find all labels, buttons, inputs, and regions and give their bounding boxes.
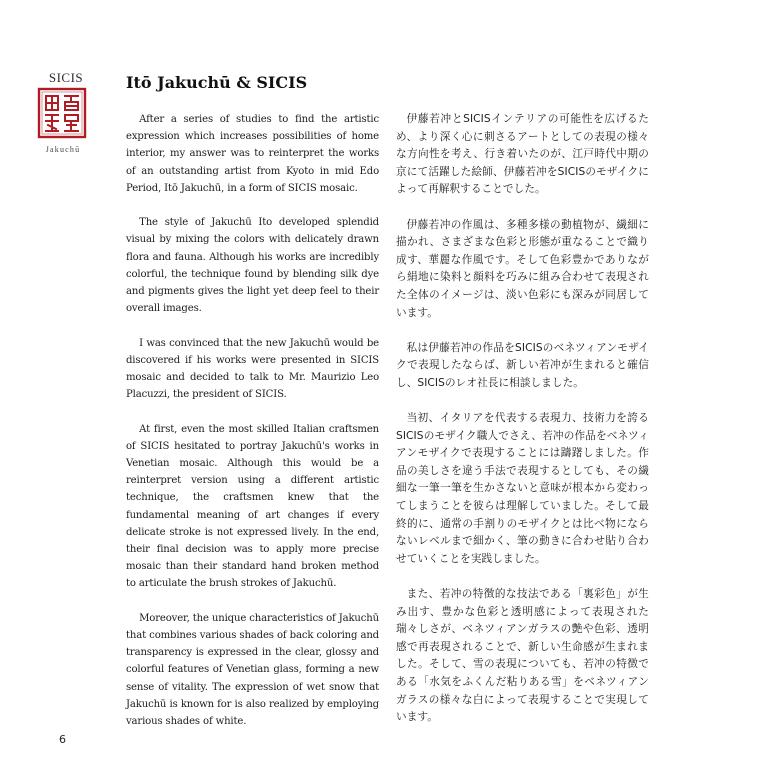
page-number: 6 xyxy=(59,733,66,746)
english-paragraph: The style of Jakuchū Ito developed splendid visual by mixing the colors with delicately drawn flora and fauna. Although his works are incredibly colorful, the technique found by blending silk dye and pigments gives the light yet deep feel to their overall images. xyxy=(126,217,379,315)
page-title: Itō Jakuchū & SICIS xyxy=(126,73,308,92)
japanese-paragraph: また、若冲の特徴的な技法である「裏彩色」が生み出す、豊かな色彩と透明感によって表現された瑞々しさが、ベネツィアンガラスの艶や色彩、透明感で再表現されることで、新しい生命感が生まれました。そして、雪の表現についても、若冲の特徴である「水気をふくんだ粘りある雪」をベネツィアンガラスの様々な白によって表現することで実現しています。 xyxy=(396,588,649,724)
jakuchu-seal-icon xyxy=(37,87,87,139)
english-column xyxy=(126,111,379,747)
english-paragraph: At first, even the most skilled Italian craftsmen of SICIS hesitated to portray Jakuchū's works in Venetian mosaic. Although this would be a reinterpret version using a different artistic technique, the craftsmen knew that the fundamental meaning of art changes if every delicate stroke is not expressed lively. In the end, their final decision was to apply more precise mosaic than their standard hand broken method to articulate the brush strokes of Jakuchū. xyxy=(126,423,379,590)
japanese-paragraph: 当初、イタリアを代表する表現力、技術力を誇るSICISのモザイク職人でさえ、若冲の作品をベネツィアンモザイクで表現することには躊躇しました。作品の美しさを違う手法で表現するとしても、その繊細な一筆一筆を生かさないと意味が根本から変わってしまうことを彼らは理解していました。そして最終的に、通常の手割りのモザイクとは比べ物にならないレベルまで細かく、筆の動きに合わせ貼り合わせていくことを実践しました。 xyxy=(396,412,649,565)
english-paragraph: After a series of studies to find the artistic expression which increases possibilities of home interior, my answer was to reinterpret the works of an outstanding artist from Kyoto in mid Edo Period, Itō Jakuchū, in a form of SICIS mosaic. xyxy=(126,114,379,194)
seal-caption: Jakuchū xyxy=(45,145,81,154)
japanese-paragraph: 伊藤若冲とSICISインテリアの可能性を広げるため、より深く心に刺さるアートとしての表現の様々な方向性を考え、行き着いたのが、江戸時代中期の京にて活躍した絵師、伊藤若冲をSICISのモザイクによって再解釈することでした。 xyxy=(396,113,649,196)
japanese-paragraph: 私は伊藤若冲の作品をSICISのベネツィアンモザイクで表現したならば、新しい若冲が生まれると確信し、SICISのレオ社長に相談しました。 xyxy=(396,341,649,389)
english-paragraph: Moreover, the unique characteristics of Jakuchū that combines various shades of back coloring and transparency is expressed in the clear, glossy and colorful features of Venetian glass, forming a new sense of vitality. The expression of wet snow that Jakuchū is known for is also realized by employing various shades of white. xyxy=(126,612,379,728)
japanese-paragraph: 伊藤若冲の作風は、多種多様の動植物が、繊細に描かれ、さまざまな色彩と形態が重なることで織り成す、華麗な作風です。そして色彩豊かでありながら絹地に染料と顔料を巧みに組み合わせて表現された全体のイメージは、淡い色彩にも深みが同居しています。 xyxy=(396,218,649,319)
sicis-logo: SICIS xyxy=(48,70,84,85)
english-paragraph: I was convinced that the new Jakuchū would be discovered if his works were presented in SICIS mosaic and decided to talk to Mr. Maurizio Leo Placuzzi, the president of SICIS. xyxy=(126,337,379,401)
japanese-column xyxy=(396,111,649,744)
